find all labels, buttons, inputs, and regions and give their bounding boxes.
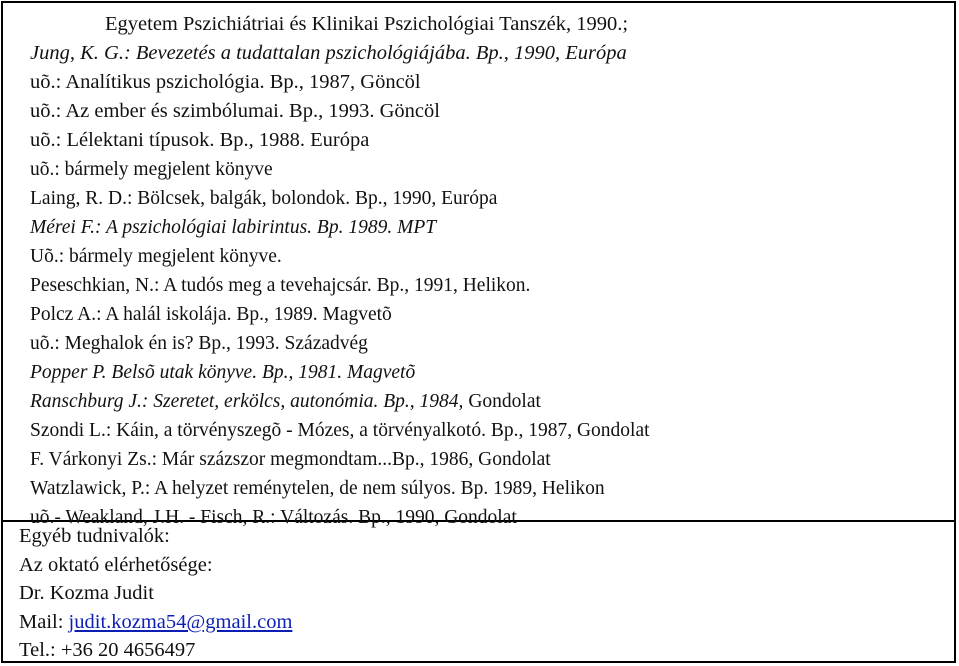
bibliography-entry [30, 300, 944, 329]
entry-text: Popper P. Belsõ utak könyve. Bp., 1981. Magvetõ [30, 362, 416, 383]
entry-text: Polcz A.: A halál iskolája. Bp., 1989. Magvetõ [30, 304, 392, 325]
entry-text: uõ.: Az ember és szimbólumai. Bp., 1993. Göncöl [30, 100, 440, 122]
bibliography-entry [30, 39, 944, 68]
entry-text: uõ.: Lélektani típusok. Bp., 1988. Európa [30, 129, 370, 151]
contact-box [3, 522, 954, 661]
entry-text: Watzlawick, P.: A helyzet reménytelen, de nem súlyos. Bp. 1989, Helikon [30, 478, 605, 499]
entry-text: Jung, K. G.: Bevezetés a tudattalan pszichológiájába. Bp., 1990, Európa [30, 42, 627, 64]
bibliography-entry [30, 358, 944, 387]
bibliography-entry [30, 416, 944, 445]
entry-text: uõ.: Analítikus pszichológia. Bp., 1987, Göncöl [30, 71, 421, 93]
bibliography-entry [30, 329, 944, 358]
bibliography-entry [30, 97, 944, 126]
entry-text: Gondolat [468, 391, 541, 412]
bibliography-box [3, 3, 954, 528]
entry-text: uõ.: bármely megjelent könyve [30, 159, 273, 180]
bibliography-entry [30, 126, 944, 155]
bibliography-entry [30, 271, 944, 300]
phone-line: Tel.: +36 20 4656497 [19, 639, 196, 662]
bibliography-entry [30, 387, 944, 416]
entry-text: Szondi L.: Káin, a törvényszegõ - Mózes, a törvényalkotó. Bp., 1987, Gondolat [30, 420, 650, 441]
bibliography-entry [30, 155, 944, 184]
entry-text: Laing, R. D.: Bölcsek, balgák, bolondok. Bp., 1990, Európa [30, 188, 498, 209]
instructor-name: Dr. Kozma Judit [19, 582, 154, 605]
entry-text: uõ.: Meghalok én is? Bp., 1993. Századvég [30, 333, 368, 354]
bibliography-entry [30, 213, 944, 242]
entry-text: Uõ.: bármely megjelent könyve. [30, 246, 282, 267]
entry-text: Ranschburg J.: Szeretet, erkölcs, autonómia. Bp., 1984, [30, 391, 469, 412]
document-frame [1, 1, 956, 663]
entry-text: Egyetem Pszichiátriai és Klinikai Pszichológiai Tanszék, 1990.; [105, 13, 629, 35]
entry-text: uõ.- Weakland, J.H. - Fisch, R.: Változás. Bp., 1990, Gondolat [30, 507, 517, 528]
mail-line [19, 608, 292, 637]
bibliography-entry [30, 242, 944, 271]
other-info-heading: Egyéb tudnivalók: [19, 525, 170, 547]
contact-heading: Az oktató elérhetősége: [19, 553, 213, 576]
contact-info [19, 522, 292, 665]
bibliography-entry [30, 445, 944, 474]
bibliography-entry [30, 10, 944, 39]
bibliography-list [30, 10, 944, 532]
entry-text: F. Várkonyi Zs.: Már százszor megmondtam...Bp., 1986, Gondolat [30, 449, 551, 470]
entry-text: Peseschkian, N.: A tudós meg a tevehajcsár. Bp., 1991, Helikon. [30, 275, 531, 296]
bibliography-entry [30, 184, 944, 213]
bibliography-entry [30, 474, 944, 503]
email-link[interactable]: judit.kozma54@gmail.com [68, 610, 293, 633]
bibliography-entry [30, 68, 944, 97]
entry-text: Mérei F.: A pszichológiai labirintus. Bp. 1989. MPT [30, 217, 437, 238]
mail-label: Mail: [19, 610, 69, 633]
